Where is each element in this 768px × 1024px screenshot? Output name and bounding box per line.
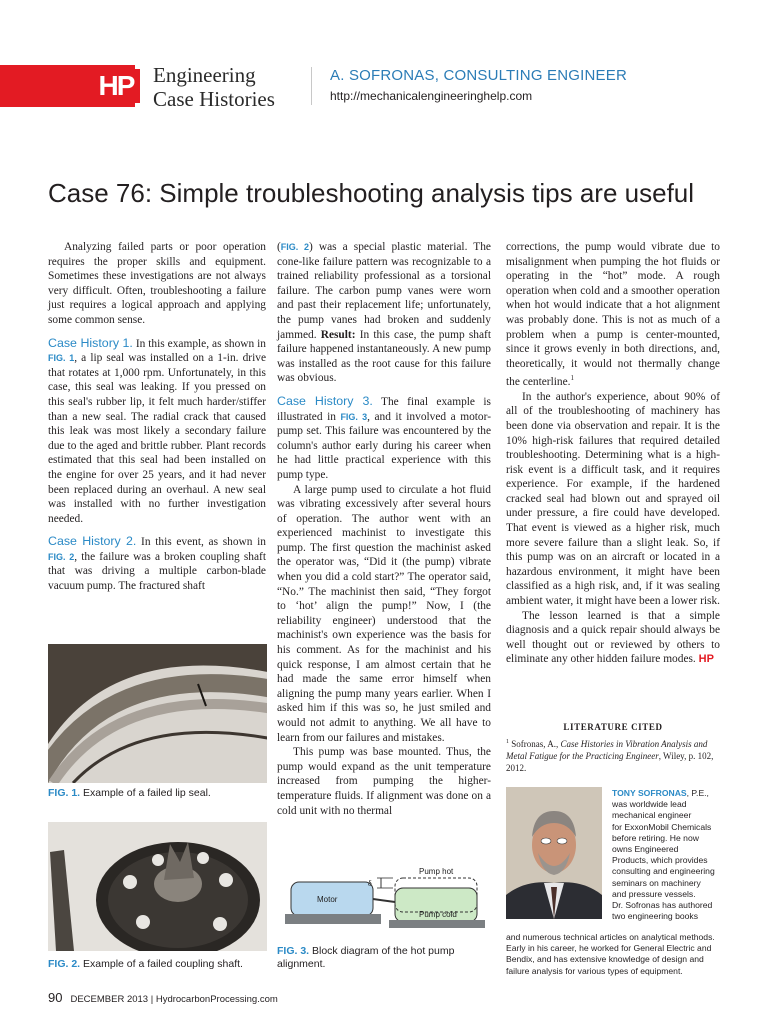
author-heading: A. SOFRONAS, CONSULTING ENGINEER <box>330 67 627 84</box>
ch2-text-b: , the failure was a broken coupling shaft that was driving a multiple carbon-blade vacuum pump. The fractured shaft <box>48 550 266 593</box>
bio-line-9: seminars on machinery <box>612 877 701 888</box>
bio-full-3: Bendix, and has extensive knowledge of design and <box>506 954 704 965</box>
large-pump-paragraph: A large pump used to circulate a hot fluid was vibrating excessively after several hours of operation. The author went with an experienced machinist to investigate this pump. The first question the machinist asked the operator was, “Did it (the pump) vibrate when you did a cold start?” The operator said, “No.” The machinist then said, “They forgot to ‘hot’ align the pump!” Now, I (the reliability engineer) understood that the machinist's own experience was the basis for his comment. As for the machinist and his quick response, I am almost certain that he had made the same error himself when aligning the pump many years earlier. When I asked him if this was so, he just smiled and would not admit to anything. We all have to learn from our failures and mistakes. <box>277 483 491 744</box>
fig-3-caption <box>277 945 491 971</box>
case-history-2-label: Case History 2. <box>48 534 137 549</box>
bio-line-10: and pressure vessels. <box>612 888 696 899</box>
page-number: 90 <box>48 990 63 1005</box>
fig-1-label: FIG. 1. <box>48 787 81 799</box>
col2-text-a: ) was a special plastic material. The cone-like failure pattern was recognizable to a trained reliability professional as a torsional failure. The carbon pump vanes were worn and past their replacement life; unfortunately, the pump vanes had broken and suddenly jammed. <box>277 241 491 341</box>
bio-line-5: before retiring. He now <box>612 832 699 843</box>
paren-open: ( <box>277 241 281 253</box>
case-history-3-label: Case History 3. <box>277 393 373 408</box>
motor-label: Motor <box>317 895 338 904</box>
bio-full-4: failure analysis for various types of equipment. <box>506 965 683 976</box>
experience-paragraph: In the author's experience, about 90% of all of the troubleshooting of machinery has been done via observation and repair. It is the 10% high-risk failures that required detailed troubleshooting. Determining what is a high-risk event is a difficult task, and it requires experience. For example, if the hardened cracked seal had blown out and sprayed oil under pressure, a fire could have developed. That event is viewed as a higher risk, much more severe failure than a slight leak. So, if this pump was on an aircraft or located in a hazardous environment, it might have been classified as a high risk, and, if it was sealing ambient water, it might have been a lower risk. <box>506 390 720 608</box>
author-photo <box>506 787 602 919</box>
bio-line-2: was worldwide lead <box>612 799 687 810</box>
ch3-text-b: , and it involved a motor-pump set. This failure was encountered by the column's author early during his career when he had little practical experience with this pump type. <box>277 410 491 481</box>
ch2-text-a: In this event, as shown in <box>136 536 267 549</box>
fig-3-label: FIG. 3. <box>277 945 310 957</box>
delta-label: δ <box>368 879 372 888</box>
corrections-paragraph <box>506 240 720 390</box>
bio-name-line <box>612 788 722 799</box>
intro-paragraph: Analyzing failed parts or poor operation requires the proper skills and equipment. Sometimes these investigations are not always very difficult. Often, troubleshooting a failure just requires a logical approach and applying some common sense. <box>48 241 266 326</box>
case-history-1-label: Case History 1. <box>48 335 133 350</box>
fig-2-text: Example of a failed coupling shaft. <box>80 958 243 970</box>
column-3 <box>506 240 720 667</box>
fig-3-ref: FIG. 3 <box>340 411 368 422</box>
fig-3-text: Block diagram of the hot pump alignment. <box>277 945 455 970</box>
column-2 <box>277 240 491 818</box>
column-1 <box>48 240 266 594</box>
author-bio-wide <box>506 932 724 977</box>
end-mark-hp-logo: HP <box>698 653 714 666</box>
bio-full-2: Early in his career, he worked for General Electric and <box>506 943 712 954</box>
lesson-paragraph <box>506 609 720 667</box>
case-history-3-paragraph <box>277 394 491 483</box>
bio-line-7: Products, which provides <box>612 855 708 866</box>
hp-logo: HP <box>92 69 140 103</box>
fig-3-diagram <box>277 852 491 938</box>
lesson-text: The lesson learned is that a simple diagnosis and a quick repair should always be well thought out or reviewed by others to eliminate any other hidden failure modes. <box>506 609 720 666</box>
bio-line-8: consulting and engineering <box>612 866 715 877</box>
case-history-2-paragraph <box>48 534 266 593</box>
result-label: Result: <box>320 328 356 341</box>
fig-1-ref: FIG. 1 <box>48 353 75 364</box>
fig-2-ref: FIG. 2 <box>48 551 75 562</box>
article-title: Case 76: Simple troubleshooting analysis tips are useful <box>48 178 695 208</box>
fig-1-caption <box>48 787 268 800</box>
fig-1-photo <box>48 644 267 783</box>
base-mounted-paragraph: This pump was base mounted. Thus, the pump would expand as the unit temperature increased from pumping the higher-temperature fluids. If alignment was done on a cold unit with no thermal <box>277 746 491 817</box>
section-line-1: Engineering <box>153 63 256 87</box>
ch1-text-b: , a lip seal was installed on a 1-in. drive that rotates at 1,000 rpm. Unfortunately, in this case, this seal was leaking. If you pressed on this seal's rubber lip, it felt much harder/stiffer than a new seal. The radial crack that caused this leak was most likely a secondary failure due to the aged and brittle rubber. Plant records estimated that this seal had been installed on the engine for over 25 years, and it had never been replaced during an overhaul. A new seal was installed with no further investigation needed. <box>48 352 266 525</box>
fig-2-discussion <box>277 240 491 386</box>
bio-line-3: mechanical engineer <box>612 810 692 821</box>
author-name: TONY SOFRONAS <box>612 788 687 798</box>
author-bio-narrow <box>612 788 722 922</box>
author-suffix: , P.E., <box>686 788 709 798</box>
bio-line-4: for ExxonMobil Chemicals <box>612 821 712 832</box>
ref-title: Case Histories in Vibration Analysis and Metal Fatigue for the Practicing Engineer <box>506 739 708 761</box>
ch3-text-a: The final example is illustrated in <box>277 395 491 423</box>
col3-text-a: corrections, the pump would vibrate due to misalignment when pumping the hot fluids or operating in the “hot” mode. A rough operation when cold and a smoother operation when hot would indicate that a hot alignment was probably done. This is not as much of a problem when a pump is center-mounted, since it grows evenly in both directions, and, theoretically, it would not thermally change the centerline. <box>506 241 720 389</box>
hot-pump-alignment-diagram <box>277 852 491 938</box>
bio-line-6: owns Engineered <box>612 844 679 855</box>
fig-1-text: Example of a failed lip seal. <box>80 787 211 799</box>
footnote-ref-1: 1 <box>570 374 575 383</box>
fig-2-ref-col2: FIG. 2 <box>280 242 310 252</box>
literature-reference <box>506 736 720 774</box>
col2-text-b: In this case, the pump shaft failure happened instantaneously. A new pump was installed as the root cause for this failure was obvious. <box>277 328 491 385</box>
fig-2-caption <box>48 958 268 971</box>
header-divider <box>311 67 312 105</box>
author-url[interactable]: http://mechanicalengineeringhelp.com <box>330 89 533 103</box>
page-footer <box>48 990 278 1005</box>
coupling-shaft-image <box>48 822 267 951</box>
footer-text: DECEMBER 2013 | HydrocarbonProcessing.com <box>70 994 278 1005</box>
bio-full-1: and numerous technical articles on analytical methods. <box>506 932 715 942</box>
section-name <box>153 63 275 111</box>
author-portrait <box>506 787 602 919</box>
ch1-text-a: In this example, as shown in <box>132 337 266 350</box>
section-line-2: Case Histories <box>153 87 275 111</box>
literature-heading: LITERATURE CITED <box>563 722 663 732</box>
bio-line-11: Dr. Sofronas has authored <box>612 900 713 911</box>
case-history-1-paragraph <box>48 336 266 527</box>
bio-line-12: two engineering books <box>612 911 698 922</box>
lip-seal-image <box>48 644 267 783</box>
ref-number: 1 <box>506 739 509 745</box>
ref-publisher: , Wiley, p. 102, 2012. <box>506 751 714 773</box>
ref-author: Sofronas, A., <box>509 739 561 749</box>
pump-cold-label: Pump cold <box>419 910 457 919</box>
fig-2-photo <box>48 822 267 951</box>
pump-hot-label: Pump hot <box>419 867 454 876</box>
fig-2-label: FIG. 2. <box>48 958 81 970</box>
